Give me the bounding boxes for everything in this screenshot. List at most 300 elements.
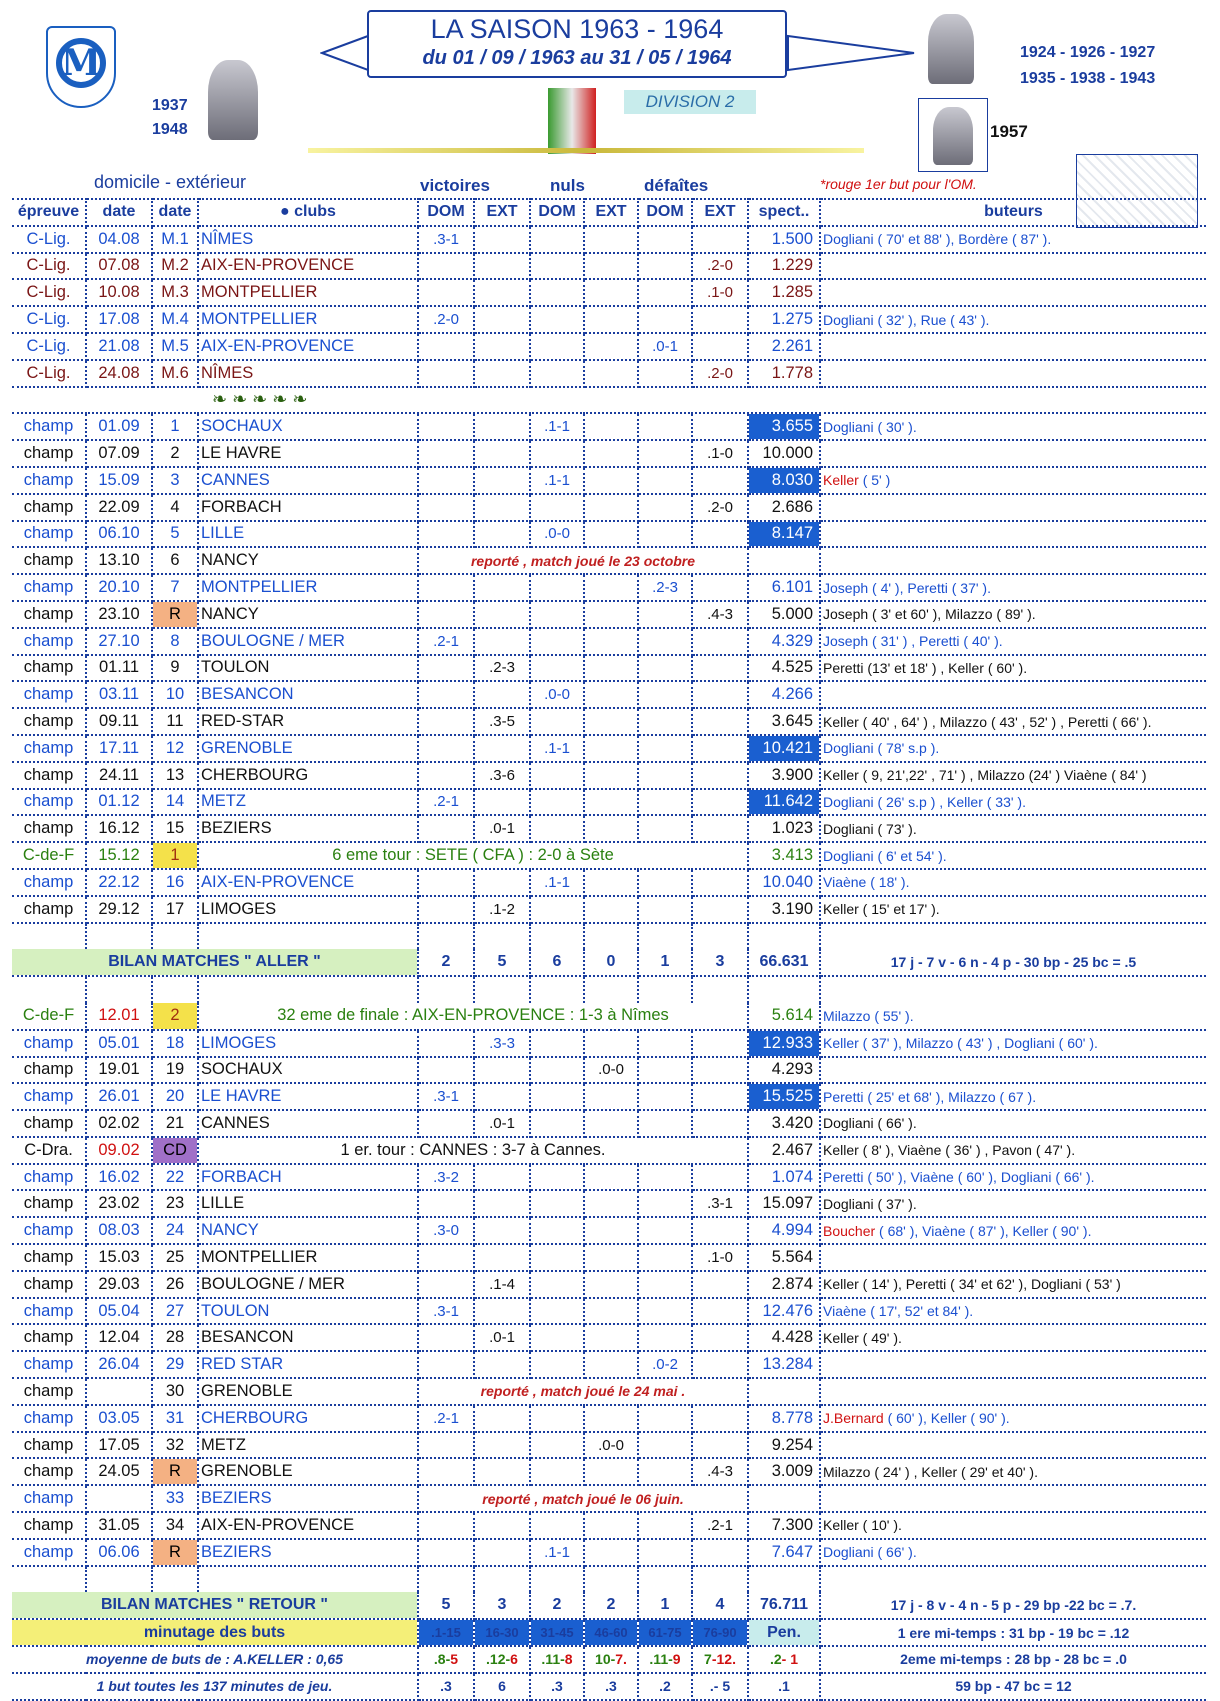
table-header bbox=[12, 199, 1206, 226]
cell-club: METZ bbox=[198, 789, 418, 816]
cell-score bbox=[584, 815, 638, 842]
cell-epreuve: champ bbox=[12, 1432, 86, 1459]
goals-for: 10- bbox=[595, 1651, 616, 1668]
cell-empty bbox=[530, 976, 584, 1003]
cell-scorers: Keller ( 40' , 64' ) , Milazzo ( 43' , 52' ) , Peretti ( 66' ). bbox=[820, 708, 1206, 735]
cell-score bbox=[530, 1164, 584, 1191]
cell-match-number: 31 bbox=[152, 1405, 198, 1432]
cell-match-number: 29 bbox=[152, 1351, 198, 1378]
cell-score bbox=[530, 494, 584, 521]
cell-spectators: 1.023 bbox=[748, 815, 820, 842]
cell-scorers: Viaène ( 17', 52' et 84' ). bbox=[820, 1298, 1206, 1325]
cell-date: 06.06 bbox=[86, 1539, 152, 1566]
cell-score bbox=[474, 1190, 530, 1217]
cell-spectators: 3.009 bbox=[748, 1458, 820, 1485]
cell-score bbox=[638, 253, 692, 280]
cell-empty bbox=[638, 1566, 692, 1593]
cell-spectators: 3.413 bbox=[748, 842, 820, 869]
cell-score bbox=[692, 306, 748, 333]
cell-empty bbox=[12, 1566, 86, 1593]
bilan-spectators: 76.711 bbox=[748, 1592, 820, 1619]
cell-match-number: 3 bbox=[152, 467, 198, 494]
table-row bbox=[12, 681, 1206, 708]
cell-scorers: Peretti ( 50' ), Viaène ( 60' ), Dogliani ( 66' ). bbox=[820, 1164, 1206, 1191]
minutage-diff: .3 bbox=[530, 1673, 584, 1700]
cell-score bbox=[418, 1539, 474, 1566]
cell-scorers bbox=[820, 360, 1206, 387]
minutage-diff: .3 bbox=[584, 1673, 638, 1700]
cell-scorers bbox=[820, 1217, 1206, 1244]
cell-score bbox=[530, 1190, 584, 1217]
cell-score bbox=[474, 1405, 530, 1432]
cell-score bbox=[418, 1244, 474, 1271]
cell-score bbox=[530, 574, 584, 601]
cell-score bbox=[474, 1217, 530, 1244]
cell-score bbox=[638, 521, 692, 548]
cell-scorers bbox=[820, 681, 1206, 708]
cell-scorers: Viaène ( 18' ). bbox=[820, 869, 1206, 896]
col-date: date bbox=[86, 199, 152, 226]
table-row bbox=[12, 1512, 1206, 1539]
cell-epreuve: champ bbox=[12, 815, 86, 842]
cell-empty bbox=[12, 923, 86, 950]
cell-score bbox=[692, 521, 748, 548]
cell-score bbox=[474, 440, 530, 467]
table-row bbox=[12, 708, 1206, 735]
table-row bbox=[12, 1405, 1206, 1432]
cell-score bbox=[638, 708, 692, 735]
cell-club: SOCHAUX bbox=[198, 1057, 418, 1084]
spacer-row bbox=[12, 923, 1206, 950]
cell-date: 16.12 bbox=[86, 815, 152, 842]
cell-score bbox=[418, 735, 474, 762]
cell-epreuve: champ bbox=[12, 1217, 86, 1244]
cell-score bbox=[638, 1405, 692, 1432]
minutage-label: minutage des buts bbox=[12, 1619, 418, 1646]
cell-score bbox=[474, 413, 530, 440]
minutage-bin: 46-60 bbox=[584, 1619, 638, 1646]
club-logo bbox=[46, 26, 116, 108]
cell-score bbox=[584, 1164, 638, 1191]
cell-score bbox=[474, 735, 530, 762]
cell-match-number: 11 bbox=[152, 708, 198, 735]
cell-score: .2-1 bbox=[418, 789, 474, 816]
cell-score bbox=[638, 279, 692, 306]
cell-score bbox=[474, 494, 530, 521]
table-row bbox=[12, 1083, 1206, 1110]
cell-empty bbox=[530, 923, 584, 950]
cell-score: .3-5 bbox=[474, 708, 530, 735]
cell-score bbox=[474, 1244, 530, 1271]
cell-club: TOULON bbox=[198, 655, 418, 682]
cell-date: 12.04 bbox=[86, 1324, 152, 1351]
scorer-rest: ( 60' ), Keller ( 90' ). bbox=[887, 1410, 1010, 1427]
cell-epreuve: champ bbox=[12, 655, 86, 682]
cell-score: .3-6 bbox=[474, 762, 530, 789]
cell-scorers bbox=[820, 1405, 1206, 1432]
cell-score bbox=[474, 253, 530, 280]
cell-club: NANCY bbox=[198, 601, 418, 628]
cell-spectators: 2.686 bbox=[748, 494, 820, 521]
bilan-label: BILAN MATCHES " RETOUR " bbox=[12, 1592, 418, 1619]
cell-empty bbox=[198, 923, 418, 950]
cell-scorers: Dogliani ( 78' s.p ). bbox=[820, 735, 1206, 762]
cell-match-number: R bbox=[152, 1458, 198, 1485]
cell-epreuve: champ bbox=[12, 1298, 86, 1325]
cell-epreuve: C-de-F bbox=[12, 1003, 86, 1030]
ribbon-right-icon bbox=[786, 28, 916, 78]
cell-score bbox=[692, 574, 748, 601]
cell-match-number: 22 bbox=[152, 1164, 198, 1191]
cell-cup-info: 32 eme de finale : AIX-EN-PROVENCE : 1-3 à Nîmes bbox=[198, 1003, 748, 1030]
cell-match-number: M.4 bbox=[152, 306, 198, 333]
cell-club: NÎMES bbox=[198, 226, 418, 253]
scorer-rest: ( 68' ), Viaène ( 87' ), Keller ( 90' ). bbox=[879, 1222, 1092, 1239]
cell-score bbox=[638, 1512, 692, 1539]
spacer-row bbox=[12, 1566, 1206, 1593]
cell-score bbox=[584, 601, 638, 628]
bilan-count: 2 bbox=[530, 1592, 584, 1619]
cell-epreuve: C-Lig. bbox=[12, 279, 86, 306]
cell-scorers bbox=[820, 279, 1206, 306]
cell-match-number: 9 bbox=[152, 655, 198, 682]
table-row bbox=[12, 628, 1206, 655]
cell-scorers: Keller ( 15' et 17' ). bbox=[820, 896, 1206, 923]
cell-empty bbox=[198, 1566, 418, 1593]
cell-scorers: Dogliani ( 30' ). bbox=[820, 413, 1206, 440]
table-row bbox=[12, 1271, 1206, 1298]
cell-empty bbox=[12, 976, 86, 1003]
cell-scorers: Keller ( 10' ). bbox=[820, 1512, 1206, 1539]
cell-score bbox=[474, 333, 530, 360]
cell-club: MONTPELLIER bbox=[198, 1244, 418, 1271]
col-spect: spect.. bbox=[748, 199, 820, 226]
minutage-bin: 76-90 bbox=[692, 1619, 748, 1646]
cell-match-number: 2 bbox=[152, 440, 198, 467]
cell-score: .4-3 bbox=[692, 1458, 748, 1485]
cell-empty bbox=[152, 1566, 198, 1593]
cell-score bbox=[638, 1057, 692, 1084]
bilan-count: 3 bbox=[692, 949, 748, 976]
cell-score bbox=[474, 467, 530, 494]
cell-scorers: Joseph ( 3' et 60' ), Milazzo ( 89' ). bbox=[820, 601, 1206, 628]
cell-score bbox=[530, 226, 584, 253]
cell-spectators: 8.030 bbox=[748, 467, 820, 494]
cell-spectators: 1.778 bbox=[748, 360, 820, 387]
cell-club: RED-STAR bbox=[198, 708, 418, 735]
cell-score bbox=[584, 413, 638, 440]
cell-scorers: Dogliani ( 73' ). bbox=[820, 815, 1206, 842]
cell-score bbox=[692, 1083, 748, 1110]
cell-score bbox=[692, 1110, 748, 1137]
bilan-count: 0 bbox=[584, 949, 638, 976]
cell-score bbox=[474, 360, 530, 387]
cell-empty bbox=[530, 1566, 584, 1593]
table-row bbox=[12, 1030, 1206, 1057]
cell-club: BEZIERS bbox=[198, 1539, 418, 1566]
cell-date bbox=[86, 1485, 152, 1512]
cell-score bbox=[692, 762, 748, 789]
cell-score bbox=[530, 1512, 584, 1539]
minutage-bin: 16-30 bbox=[474, 1619, 530, 1646]
cell-date: 20.10 bbox=[86, 574, 152, 601]
bilan-count: 4 bbox=[692, 1592, 748, 1619]
cell-score: .1-1 bbox=[530, 467, 584, 494]
minutage-scores-row bbox=[12, 1646, 1206, 1673]
cell-score bbox=[418, 1432, 474, 1459]
cell-score bbox=[530, 1110, 584, 1137]
cell-scorers: Peretti ( 25' et 68' ), Milazzo ( 67 ). bbox=[820, 1083, 1206, 1110]
cell-score: .0-0 bbox=[530, 521, 584, 548]
cell-date: 24.05 bbox=[86, 1458, 152, 1485]
cell-score bbox=[638, 494, 692, 521]
cell-score bbox=[638, 1217, 692, 1244]
cell-score bbox=[530, 1432, 584, 1459]
minutage-bin: 61-75 bbox=[638, 1619, 692, 1646]
cell-score: .2-1 bbox=[418, 1405, 474, 1432]
cell-club: GRENOBLE bbox=[198, 735, 418, 762]
table-row bbox=[12, 1057, 1206, 1084]
cell-spectators: 15.097 bbox=[748, 1190, 820, 1217]
cell-match-number: 17 bbox=[152, 896, 198, 923]
cell-score: .0-1 bbox=[474, 815, 530, 842]
cell-spectators: 4.266 bbox=[748, 681, 820, 708]
cell-match-number: 21 bbox=[152, 1110, 198, 1137]
cell-empty bbox=[820, 1566, 1206, 1593]
cell-date: 24.08 bbox=[86, 360, 152, 387]
cell-empty bbox=[584, 923, 638, 950]
cell-epreuve: champ bbox=[12, 574, 86, 601]
cell-score bbox=[584, 1190, 638, 1217]
pen-diff: .1 bbox=[748, 1673, 820, 1700]
cell-epreuve: C-Lig. bbox=[12, 360, 86, 387]
cell-score bbox=[584, 360, 638, 387]
cell-club: NANCY bbox=[198, 1217, 418, 1244]
cell-score bbox=[474, 789, 530, 816]
cell-match-number: M.2 bbox=[152, 253, 198, 280]
cell-score bbox=[418, 360, 474, 387]
cell-postponed-note: reporté , match joué le 06 juin. bbox=[418, 1485, 748, 1512]
cell-score bbox=[418, 1110, 474, 1137]
cell-epreuve: champ bbox=[12, 521, 86, 548]
cell-match-number: 18 bbox=[152, 1030, 198, 1057]
cell-scorers: Joseph ( 4' ), Peretti ( 37' ). bbox=[820, 574, 1206, 601]
cell-date: 03.11 bbox=[86, 681, 152, 708]
goals-for: .11- bbox=[541, 1651, 565, 1668]
cell-score bbox=[474, 1057, 530, 1084]
cell-score: .3-0 bbox=[418, 1217, 474, 1244]
cell-empty bbox=[748, 923, 820, 950]
cell-spectators bbox=[748, 547, 820, 574]
season-table bbox=[12, 198, 1206, 1701]
cell-spectators: 7.647 bbox=[748, 1539, 820, 1566]
season-total: 59 bp - 47 bc = 12 bbox=[820, 1673, 1206, 1700]
cell-scorers bbox=[820, 1378, 1206, 1405]
table-row bbox=[12, 815, 1206, 842]
cell-date: 15.12 bbox=[86, 842, 152, 869]
cell-epreuve: champ bbox=[12, 896, 86, 923]
cell-spectators: 1.500 bbox=[748, 226, 820, 253]
cell-match-number: M.3 bbox=[152, 279, 198, 306]
cell-score bbox=[584, 1351, 638, 1378]
player-figure-icon bbox=[548, 88, 596, 154]
cell-score bbox=[638, 306, 692, 333]
cell-date: 27.10 bbox=[86, 628, 152, 655]
cell-score bbox=[418, 413, 474, 440]
first-scorer: J.Bernard bbox=[823, 1410, 888, 1427]
cell-scorers bbox=[820, 494, 1206, 521]
nuls-label: nuls bbox=[550, 176, 585, 195]
cell-epreuve: champ bbox=[12, 1244, 86, 1271]
cell-score bbox=[418, 1324, 474, 1351]
cell-date: 07.08 bbox=[86, 253, 152, 280]
cell-match-number: 30 bbox=[152, 1378, 198, 1405]
cell-score bbox=[692, 1351, 748, 1378]
cell-score bbox=[584, 681, 638, 708]
cell-epreuve: champ bbox=[12, 1512, 86, 1539]
cell-score bbox=[638, 628, 692, 655]
half1-summary: 1 ere mi-temps : 31 bp - 19 bc = .12 bbox=[820, 1619, 1206, 1646]
victoires-label: victoires bbox=[420, 176, 490, 195]
cell-empty bbox=[820, 923, 1206, 950]
cell-cup-info: 6 eme tour : SETE ( CFA ) : 2-0 à Sète bbox=[198, 842, 748, 869]
cell-score bbox=[638, 413, 692, 440]
note-text: *rouge 1er but pour l'OM. bbox=[820, 176, 977, 192]
cell-date: 22.09 bbox=[86, 494, 152, 521]
cell-score bbox=[692, 226, 748, 253]
cell-score bbox=[638, 869, 692, 896]
cell-date: 10.08 bbox=[86, 279, 152, 306]
minutage-row bbox=[12, 1619, 1206, 1646]
cell-epreuve: champ bbox=[12, 1378, 86, 1405]
cell-spectators: 5.000 bbox=[748, 601, 820, 628]
cell-score bbox=[638, 1324, 692, 1351]
division-badge: DIVISION 2 bbox=[624, 90, 756, 114]
cell-club: LILLE bbox=[198, 521, 418, 548]
first-scorer: Keller bbox=[823, 472, 863, 489]
table-row bbox=[12, 521, 1206, 548]
cell-score bbox=[530, 1271, 584, 1298]
cell-epreuve: champ bbox=[12, 1190, 86, 1217]
first-scorer: Boucher bbox=[823, 1222, 880, 1239]
cell-club: AIX-EN-PROVENCE bbox=[198, 253, 418, 280]
cell-club: CANNES bbox=[198, 467, 418, 494]
cell-scorers bbox=[820, 467, 1206, 494]
cell-spectators bbox=[748, 1485, 820, 1512]
minutage-score bbox=[638, 1646, 692, 1673]
cell-scorers bbox=[820, 333, 1206, 360]
spacer-row bbox=[12, 976, 1206, 1003]
cell-club: NÎMES bbox=[198, 360, 418, 387]
cell-score bbox=[418, 574, 474, 601]
cell-spectators: 11.642 bbox=[748, 789, 820, 816]
cell-empty bbox=[418, 976, 474, 1003]
cell-club: AIX-EN-PROVENCE bbox=[198, 1512, 418, 1539]
table-row bbox=[12, 1324, 1206, 1351]
bilan-aller-row bbox=[12, 949, 1206, 976]
cell-empty bbox=[692, 976, 748, 1003]
cell-score bbox=[638, 1083, 692, 1110]
cell-spectators: 15.525 bbox=[748, 1083, 820, 1110]
cell-score bbox=[474, 279, 530, 306]
cell-score bbox=[418, 601, 474, 628]
cell-match-number: 7 bbox=[152, 574, 198, 601]
cell-score bbox=[530, 306, 584, 333]
cell-score bbox=[638, 1539, 692, 1566]
minutage-score bbox=[692, 1646, 748, 1673]
cell-score bbox=[530, 815, 584, 842]
cell-score: .2-0 bbox=[692, 253, 748, 280]
cell-date: 07.09 bbox=[86, 440, 152, 467]
cell-scorers: Milazzo ( 55' ). bbox=[820, 1003, 1206, 1030]
cell-scorers bbox=[820, 253, 1206, 280]
domicile-label: domicile - extérieur bbox=[94, 172, 247, 192]
cell-match-number: 2 bbox=[152, 1003, 198, 1030]
cell-score bbox=[584, 1110, 638, 1137]
cell-score bbox=[584, 789, 638, 816]
col-score-3: DOM bbox=[530, 199, 584, 226]
cell-score bbox=[418, 440, 474, 467]
cell-score: .2-3 bbox=[638, 574, 692, 601]
cell-club: CHERBOURG bbox=[198, 1405, 418, 1432]
table-row bbox=[12, 896, 1206, 923]
cell-score bbox=[474, 1539, 530, 1566]
table-row bbox=[12, 1137, 1206, 1164]
cell-date: 05.04 bbox=[86, 1298, 152, 1325]
cell-match-number: R bbox=[152, 601, 198, 628]
cell-spectators: 4.428 bbox=[748, 1324, 820, 1351]
cell-score bbox=[418, 521, 474, 548]
cell-date: 26.04 bbox=[86, 1351, 152, 1378]
cell-score bbox=[584, 521, 638, 548]
goals-for: .12- bbox=[486, 1651, 511, 1668]
cell-score bbox=[530, 1351, 584, 1378]
cell-spectators: 4.994 bbox=[748, 1217, 820, 1244]
keller-average: moyenne de buts de : A.KELLER : 0,65 bbox=[12, 1646, 418, 1673]
cell-scorers: Keller ( 14' ), Peretti ( 34' et 62' ), Dogliani ( 53' ) bbox=[820, 1271, 1206, 1298]
cell-score bbox=[638, 1030, 692, 1057]
cell-score bbox=[584, 869, 638, 896]
cell-club: FORBACH bbox=[198, 494, 418, 521]
cell-empty bbox=[418, 923, 474, 950]
cell-score: .2-0 bbox=[692, 494, 748, 521]
cell-spectators: 4.329 bbox=[748, 628, 820, 655]
cell-date bbox=[86, 1378, 152, 1405]
years-right-top: 1924 - 1926 - 1927 1935 - 1938 - 1943 bbox=[1020, 44, 1156, 87]
cell-score bbox=[584, 1217, 638, 1244]
goals-for: 7 bbox=[704, 1651, 712, 1668]
cell-scorers: Dogliani ( 32' ), Rue ( 43' ). bbox=[820, 306, 1206, 333]
cell-score bbox=[474, 1432, 530, 1459]
cell-scorers bbox=[820, 1244, 1206, 1271]
cell-empty bbox=[474, 1566, 530, 1593]
cell-date: 17.08 bbox=[86, 306, 152, 333]
cell-score: .2-1 bbox=[692, 1512, 748, 1539]
cell-epreuve: champ bbox=[12, 1324, 86, 1351]
cell-scorers: Dogliani ( 70' et 88' ), Bordère ( 87' ). bbox=[820, 226, 1206, 253]
cell-score bbox=[530, 601, 584, 628]
cell-epreuve: champ bbox=[12, 1083, 86, 1110]
cell-date: 04.08 bbox=[86, 226, 152, 253]
cell-club: BOULOGNE / MER bbox=[198, 628, 418, 655]
cell-spectators: 12.476 bbox=[748, 1298, 820, 1325]
cell-score bbox=[474, 1083, 530, 1110]
cell-spectators: 2.467 bbox=[748, 1137, 820, 1164]
bilan-count: 1 bbox=[638, 949, 692, 976]
cell-score bbox=[418, 1057, 474, 1084]
cell-spectators: 2.261 bbox=[748, 333, 820, 360]
minutage-diff: .2 bbox=[638, 1673, 692, 1700]
